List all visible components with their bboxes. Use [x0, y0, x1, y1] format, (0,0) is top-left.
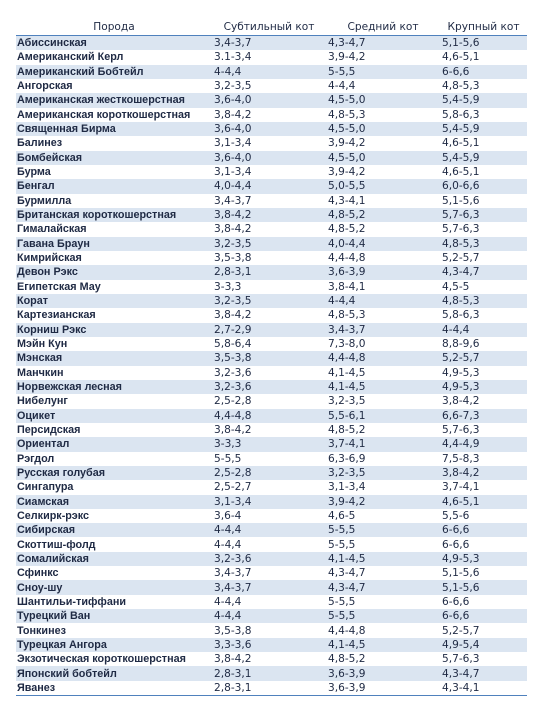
breed-cell: Сиамская: [16, 495, 212, 509]
slim-weight-cell: 3,4-3,7: [212, 194, 326, 208]
table-row: [16, 50, 527, 64]
slim-weight-cell: 4-4,4: [212, 609, 326, 623]
cat-weight-table-container: [16, 18, 527, 696]
slim-weight-cell: 3,5-3,8: [212, 351, 326, 365]
slim-weight-cell: 4-4,4: [212, 523, 326, 537]
medium-weight-cell: 3,6-3,9: [326, 265, 440, 279]
medium-weight-cell: 5-5,5: [326, 65, 440, 79]
slim-weight-cell: 3,8-4,2: [212, 652, 326, 666]
breed-cell: Ангорская: [16, 79, 212, 93]
slim-weight-cell: 3,8-4,2: [212, 423, 326, 437]
table-row: [16, 423, 527, 437]
breed-cell: Японский бобтейл: [16, 666, 212, 680]
table-row: [16, 194, 527, 208]
medium-weight-cell: 4,3-4,7: [326, 566, 440, 580]
medium-weight-cell: 4,3-4,1: [326, 194, 440, 208]
medium-weight-cell: 4,4-4,8: [326, 251, 440, 265]
slim-weight-cell: 3,2-3,6: [212, 552, 326, 566]
large-weight-cell: 8,8-9,6: [440, 337, 527, 351]
breed-cell: Балинез: [16, 136, 212, 150]
slim-weight-cell: 5-5,5: [212, 452, 326, 466]
table-body: [16, 36, 527, 696]
slim-weight-cell: 3,1-3,4: [212, 495, 326, 509]
medium-weight-cell: 4,3-4,7: [326, 580, 440, 594]
table-row: [16, 93, 527, 107]
breed-cell: Норвежская лесная: [16, 380, 212, 394]
table-row: [16, 366, 527, 380]
large-weight-cell: 5,2-5,7: [440, 623, 527, 637]
slim-weight-cell: 3,8-4,2: [212, 308, 326, 322]
medium-weight-cell: 5-5,5: [326, 595, 440, 609]
slim-weight-cell: 4,4-4,8: [212, 409, 326, 423]
medium-weight-cell: 3,6-3,9: [326, 666, 440, 680]
slim-weight-cell: 2,5-2,8: [212, 394, 326, 408]
slim-weight-cell: 3,5-3,8: [212, 623, 326, 637]
slim-weight-cell: 4-4,4: [212, 65, 326, 79]
table-row: [16, 294, 527, 308]
medium-weight-cell: 4,8-5,2: [326, 423, 440, 437]
large-weight-cell: 4,6-5,1: [440, 495, 527, 509]
medium-weight-cell: 3,4-3,7: [326, 323, 440, 337]
table-row: [16, 580, 527, 594]
large-weight-cell: 5,7-6,3: [440, 222, 527, 236]
table-row: [16, 251, 527, 265]
large-weight-cell: 4,9-5,4: [440, 638, 527, 652]
breed-cell: Девон Рэкс: [16, 265, 212, 279]
large-weight-cell: 5,5-6: [440, 509, 527, 523]
table-row: [16, 480, 527, 494]
large-weight-cell: 4,4-4,9: [440, 437, 527, 451]
table-row: [16, 108, 527, 122]
medium-weight-cell: 3,9-4,2: [326, 50, 440, 64]
large-weight-cell: 6-6,6: [440, 523, 527, 537]
table-row: [16, 136, 527, 150]
table-header: [16, 18, 527, 36]
breed-cell: Британская короткошерстная: [16, 208, 212, 222]
large-weight-cell: 6-6,6: [440, 595, 527, 609]
medium-weight-cell: 4,6-5: [326, 509, 440, 523]
breed-cell: Американский Керл: [16, 50, 212, 64]
large-weight-cell: 3,7-4,1: [440, 480, 527, 494]
breed-cell: Египетская Мау: [16, 280, 212, 294]
table-row: [16, 65, 527, 79]
table-row: [16, 623, 527, 637]
slim-weight-cell: 3,8-4,2: [212, 222, 326, 236]
large-weight-cell: 4,3-4,7: [440, 666, 527, 680]
breed-cell: Сингапура: [16, 480, 212, 494]
breed-cell: Картезианская: [16, 308, 212, 322]
slim-weight-cell: 3,6-4,0: [212, 151, 326, 165]
breed-cell: Русская голубая: [16, 466, 212, 480]
breed-cell: Мэнская: [16, 351, 212, 365]
slim-weight-cell: 3,6-4,0: [212, 122, 326, 136]
table-row: [16, 337, 527, 351]
medium-weight-cell: 3,7-4,1: [326, 437, 440, 451]
medium-weight-cell: 7,3-8,0: [326, 337, 440, 351]
table-row: [16, 308, 527, 322]
slim-weight-cell: 3,1-3,4: [212, 165, 326, 179]
medium-weight-cell: 4,8-5,3: [326, 108, 440, 122]
medium-weight-cell: 4,5-5,0: [326, 93, 440, 107]
medium-weight-cell: 4,8-5,3: [326, 308, 440, 322]
medium-weight-cell: 3,8-4,1: [326, 280, 440, 294]
medium-weight-cell: 4,3-4,7: [326, 36, 440, 51]
slim-weight-cell: 3-3,3: [212, 437, 326, 451]
table-row: [16, 537, 527, 551]
large-weight-cell: 6-6,6: [440, 609, 527, 623]
table-row: [16, 652, 527, 666]
large-weight-cell: 4,3-4,1: [440, 681, 527, 696]
table-row: [16, 280, 527, 294]
table-row: [16, 666, 527, 680]
slim-weight-cell: 5,8-6,4: [212, 337, 326, 351]
medium-weight-cell: 4,5-5,0: [326, 122, 440, 136]
header-large-cat: Крупный кот: [440, 18, 527, 36]
large-weight-cell: 5,4-5,9: [440, 93, 527, 107]
large-weight-cell: 4-4,4: [440, 323, 527, 337]
breed-cell: Бурма: [16, 165, 212, 179]
breed-cell: Священная Бирма: [16, 122, 212, 136]
table-row: [16, 523, 527, 537]
breed-cell: Американская короткошерстная: [16, 108, 212, 122]
breed-cell: Сноу-шу: [16, 580, 212, 594]
table-row: [16, 681, 527, 696]
medium-weight-cell: 4,5-5,0: [326, 151, 440, 165]
breed-cell: Манчкин: [16, 366, 212, 380]
slim-weight-cell: 3,5-3,8: [212, 251, 326, 265]
slim-weight-cell: 3,4-3,7: [212, 580, 326, 594]
large-weight-cell: 7,5-8,3: [440, 452, 527, 466]
breed-cell: Сибирская: [16, 523, 212, 537]
medium-weight-cell: 4,1-4,5: [326, 552, 440, 566]
breed-cell: Шантильи-тиффани: [16, 595, 212, 609]
breed-cell: Персидская: [16, 423, 212, 437]
large-weight-cell: 6,6-7,3: [440, 409, 527, 423]
table-row: [16, 566, 527, 580]
medium-weight-cell: 4,1-4,5: [326, 380, 440, 394]
slim-weight-cell: 3,2-3,6: [212, 366, 326, 380]
breed-cell: Нибелунг: [16, 394, 212, 408]
table-row: [16, 495, 527, 509]
large-weight-cell: 5,1-5,6: [440, 580, 527, 594]
breed-cell: Бенгал: [16, 179, 212, 193]
large-weight-cell: 4,9-5,3: [440, 366, 527, 380]
slim-weight-cell: 4,0-4,4: [212, 179, 326, 193]
slim-weight-cell: 4-4,4: [212, 537, 326, 551]
table-row: [16, 409, 527, 423]
table-row: [16, 437, 527, 451]
large-weight-cell: 5,2-5,7: [440, 251, 527, 265]
breed-cell: Оцикет: [16, 409, 212, 423]
large-weight-cell: 5,7-6,3: [440, 423, 527, 437]
table-row: [16, 466, 527, 480]
large-weight-cell: 4,9-5,3: [440, 552, 527, 566]
breed-cell: Экзотическая короткошерстная: [16, 652, 212, 666]
medium-weight-cell: 3,6-3,9: [326, 681, 440, 696]
medium-weight-cell: 3,9-4,2: [326, 165, 440, 179]
medium-weight-cell: 4,1-4,5: [326, 638, 440, 652]
table-row: [16, 151, 527, 165]
breed-cell: Мэйн Кун: [16, 337, 212, 351]
slim-weight-cell: 2,5-2,7: [212, 480, 326, 494]
large-weight-cell: 4,9-5,3: [440, 380, 527, 394]
header-slim-cat: Субтильный кот: [212, 18, 326, 36]
slim-weight-cell: 2,7-2,9: [212, 323, 326, 337]
slim-weight-cell: 3,2-3,5: [212, 79, 326, 93]
large-weight-cell: 5,7-6,3: [440, 208, 527, 222]
slim-weight-cell: 3,4-3,7: [212, 36, 326, 51]
medium-weight-cell: 5-5,5: [326, 609, 440, 623]
table-row: [16, 36, 527, 51]
large-weight-cell: 5,1-5,6: [440, 36, 527, 51]
large-weight-cell: 4,6-5,1: [440, 136, 527, 150]
slim-weight-cell: 3,2-3,6: [212, 380, 326, 394]
medium-weight-cell: 3,2-3,5: [326, 466, 440, 480]
large-weight-cell: 5,4-5,9: [440, 122, 527, 136]
medium-weight-cell: 3,9-4,2: [326, 136, 440, 150]
table-row: [16, 609, 527, 623]
table-row: [16, 265, 527, 279]
slim-weight-cell: 3,4-3,7: [212, 566, 326, 580]
slim-weight-cell: 3-3,3: [212, 280, 326, 294]
breed-cell: Американская жесткошерстная: [16, 93, 212, 107]
slim-weight-cell: 3,2-3,5: [212, 294, 326, 308]
medium-weight-cell: 4,8-5,2: [326, 222, 440, 236]
large-weight-cell: 4,8-5,3: [440, 237, 527, 251]
table-row: [16, 237, 527, 251]
slim-weight-cell: 3,6-4,0: [212, 93, 326, 107]
medium-weight-cell: 5,0-5,5: [326, 179, 440, 193]
breed-cell: Турецкая Ангора: [16, 638, 212, 652]
breed-cell: Корниш Рэкс: [16, 323, 212, 337]
breed-cell: Ориентал: [16, 437, 212, 451]
table-row: [16, 595, 527, 609]
medium-weight-cell: 4,8-5,2: [326, 652, 440, 666]
table-row: [16, 323, 527, 337]
medium-weight-cell: 5,5-6,1: [326, 409, 440, 423]
breed-cell: Корат: [16, 294, 212, 308]
large-weight-cell: 5,7-6,3: [440, 652, 527, 666]
large-weight-cell: 4,6-5,1: [440, 165, 527, 179]
medium-weight-cell: 4,0-4,4: [326, 237, 440, 251]
header-row: [16, 18, 527, 36]
slim-weight-cell: 3.1-3,4: [212, 50, 326, 64]
medium-weight-cell: 4-4,4: [326, 294, 440, 308]
table-row: [16, 79, 527, 93]
breed-cell: Бомбейская: [16, 151, 212, 165]
medium-weight-cell: 3,2-3,5: [326, 394, 440, 408]
large-weight-cell: 4,8-5,3: [440, 79, 527, 93]
header-medium-cat: Средний кот: [326, 18, 440, 36]
table-row: [16, 509, 527, 523]
medium-weight-cell: 4,4-4,8: [326, 351, 440, 365]
slim-weight-cell: 2,8-3,1: [212, 666, 326, 680]
table-row: [16, 222, 527, 236]
medium-weight-cell: 5-5,5: [326, 537, 440, 551]
large-weight-cell: 5,1-5,6: [440, 194, 527, 208]
table-row: [16, 380, 527, 394]
table-row: [16, 165, 527, 179]
table-row: [16, 122, 527, 136]
table-row: [16, 179, 527, 193]
cat-weight-table: [16, 18, 527, 696]
slim-weight-cell: 3,1-3,4: [212, 136, 326, 150]
breed-cell: Американский Бобтейл: [16, 65, 212, 79]
medium-weight-cell: 4,4-4,8: [326, 623, 440, 637]
slim-weight-cell: 3,8-4,2: [212, 108, 326, 122]
breed-cell: Абиссинская: [16, 36, 212, 51]
large-weight-cell: 5,8-6,3: [440, 308, 527, 322]
medium-weight-cell: 4,8-5,2: [326, 208, 440, 222]
slim-weight-cell: 3,3-3,6: [212, 638, 326, 652]
table-row: [16, 638, 527, 652]
slim-weight-cell: 3,8-4,2: [212, 208, 326, 222]
large-weight-cell: 6-6,6: [440, 537, 527, 551]
slim-weight-cell: 2,8-3,1: [212, 681, 326, 696]
large-weight-cell: 4,6-5,1: [440, 50, 527, 64]
large-weight-cell: 5,2-5,7: [440, 351, 527, 365]
large-weight-cell: 5,4-5,9: [440, 151, 527, 165]
large-weight-cell: 6-6,6: [440, 65, 527, 79]
slim-weight-cell: 3,6-4: [212, 509, 326, 523]
table-row: [16, 208, 527, 222]
breed-cell: Скоттиш-фолд: [16, 537, 212, 551]
medium-weight-cell: 3,1-3,4: [326, 480, 440, 494]
slim-weight-cell: 2,8-3,1: [212, 265, 326, 279]
medium-weight-cell: 4,1-4,5: [326, 366, 440, 380]
large-weight-cell: 6,0-6,6: [440, 179, 527, 193]
medium-weight-cell: 3,9-4,2: [326, 495, 440, 509]
medium-weight-cell: 6,3-6,9: [326, 452, 440, 466]
large-weight-cell: 5,1-5,6: [440, 566, 527, 580]
breed-cell: Тонкинез: [16, 623, 212, 637]
medium-weight-cell: 4-4,4: [326, 79, 440, 93]
breed-cell: Сфинкс: [16, 566, 212, 580]
large-weight-cell: 4,5-5: [440, 280, 527, 294]
breed-cell: Гавана Браун: [16, 237, 212, 251]
medium-weight-cell: 5-5,5: [326, 523, 440, 537]
large-weight-cell: 3,8-4,2: [440, 394, 527, 408]
slim-weight-cell: 2,5-2,8: [212, 466, 326, 480]
breed-cell: Бурмилла: [16, 194, 212, 208]
breed-cell: Рэгдол: [16, 452, 212, 466]
table-row: [16, 552, 527, 566]
large-weight-cell: 5,8-6,3: [440, 108, 527, 122]
breed-cell: Сомалийская: [16, 552, 212, 566]
breed-cell: Селкирк-рэкс: [16, 509, 212, 523]
breed-cell: Турецкий Ван: [16, 609, 212, 623]
large-weight-cell: 3,8-4,2: [440, 466, 527, 480]
header-breed: Порода: [16, 18, 212, 36]
slim-weight-cell: 4-4,4: [212, 595, 326, 609]
table-row: [16, 351, 527, 365]
large-weight-cell: 4,3-4,7: [440, 265, 527, 279]
slim-weight-cell: 3,2-3,5: [212, 237, 326, 251]
table-row: [16, 394, 527, 408]
breed-cell: Кимрийская: [16, 251, 212, 265]
table-row: [16, 452, 527, 466]
breed-cell: Гималайская: [16, 222, 212, 236]
breed-cell: Яванез: [16, 681, 212, 696]
large-weight-cell: 4,8-5,3: [440, 294, 527, 308]
